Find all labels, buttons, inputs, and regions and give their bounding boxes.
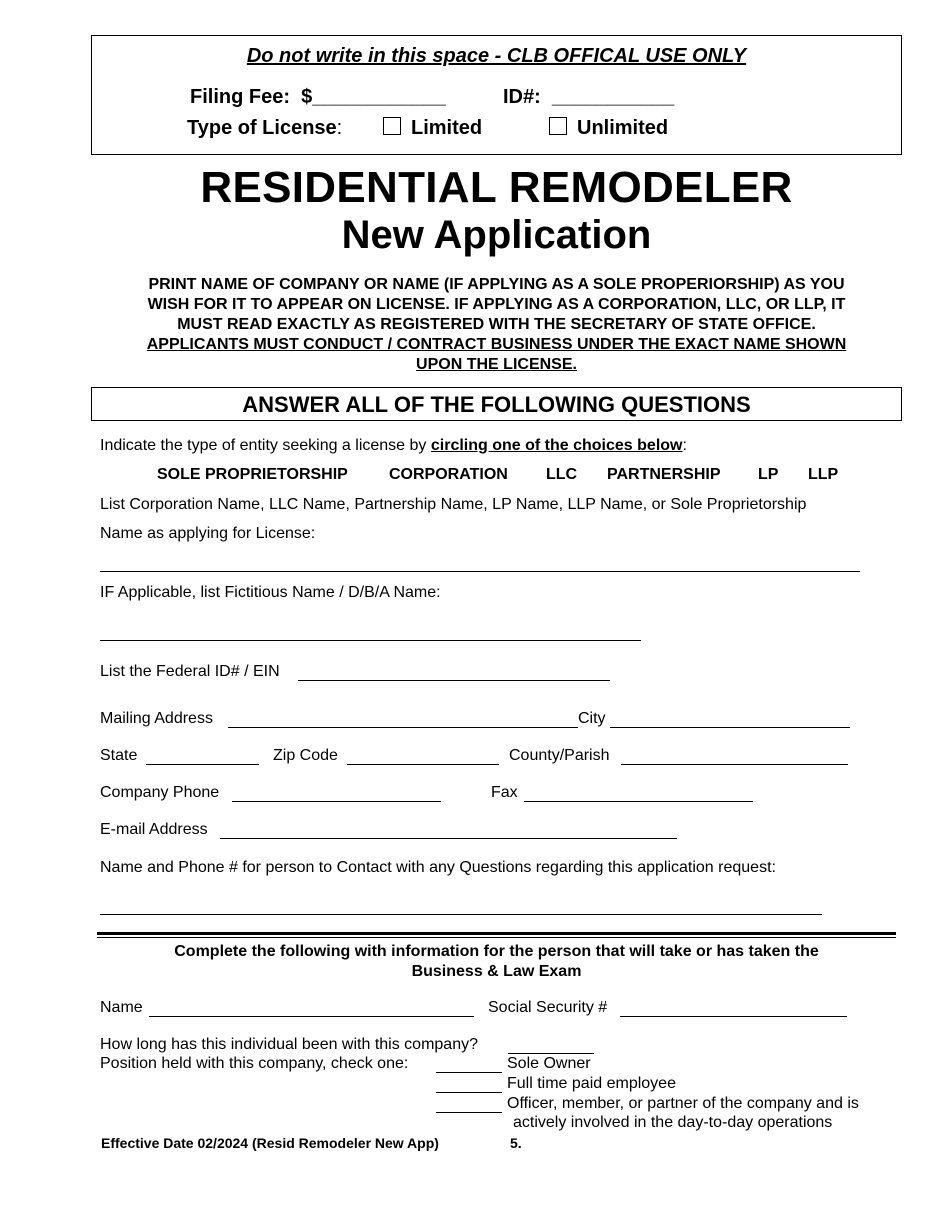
dba-line[interactable]: [100, 640, 641, 641]
instructions-line: MUST READ EXACTLY AS REGISTERED WITH THE SECRETARY OF STATE OFFICE.: [177, 316, 816, 333]
entity-choice-lp[interactable]: LP: [758, 466, 779, 483]
position-officer-line[interactable]: [436, 1112, 502, 1113]
email-line[interactable]: [220, 838, 677, 839]
entity-choice-llc[interactable]: LLC: [546, 466, 578, 483]
id-field[interactable]: [503, 86, 674, 109]
ssn-label: Social Security #: [488, 999, 608, 1016]
section-heading: ANSWER ALL OF THE FOLLOWING QUESTIONS: [91, 387, 902, 421]
city-line[interactable]: [610, 727, 850, 728]
page-subtitle: New Application: [341, 213, 652, 257]
tenure-line[interactable]: [508, 1053, 594, 1054]
position-employee-line[interactable]: [436, 1092, 502, 1093]
entity-prompt-emphasis: circling one of the choices below: [430, 437, 683, 454]
city-label: City: [578, 710, 606, 727]
position-sole-owner: Sole Owner: [507, 1055, 591, 1072]
tenure-label: How long has this individual been with this company?: [100, 1036, 478, 1053]
filing-fee-field[interactable]: [190, 86, 446, 109]
exam-heading-line: Complete the following with information for the person that will take or has taken the: [174, 943, 819, 960]
instructions-line: WISH FOR IT TO APPEAR ON LICENSE. IF APPLYING AS A CORPORATION, LLC, OR LLP, IT: [147, 296, 846, 313]
filing-fee-label: Filing Fee: $____________: [190, 86, 446, 108]
unlimited-checkbox[interactable]: [549, 117, 567, 135]
state-label: State: [100, 747, 138, 764]
ein-line[interactable]: [298, 680, 610, 681]
entity-prompt: [100, 437, 687, 455]
county-line[interactable]: [621, 764, 848, 765]
unlimited-label: Unlimited: [577, 117, 669, 139]
company-name-line[interactable]: [100, 571, 860, 572]
ein-label: List the Federal ID# / EIN: [100, 663, 280, 680]
company-name-label-2: Name as applying for License:: [100, 525, 316, 542]
exam-heading-line: Business & Law Exam: [411, 963, 582, 980]
county-label: County/Parish: [509, 747, 610, 764]
footer-effective-date: Effective Date 02/2024 (Resid Remodeler New App): [101, 1135, 439, 1151]
position-employee: Full time paid employee: [507, 1075, 676, 1092]
limited-label: Limited: [411, 117, 483, 139]
exam-section-heading: [100, 942, 893, 982]
limited-option[interactable]: [383, 117, 482, 140]
fax-label: Fax: [491, 784, 518, 801]
position-officer: Officer, member, or partner of the company and is: [507, 1095, 859, 1112]
entity-choice-corporation[interactable]: CORPORATION: [389, 466, 508, 483]
section-divider-thin: [97, 937, 896, 938]
license-type-row: [187, 117, 342, 140]
fax-line[interactable]: [524, 801, 753, 802]
entity-choice-sole-proprietorship[interactable]: SOLE PROPRIETORSHIP: [157, 466, 348, 483]
company-phone-label: Company Phone: [100, 784, 220, 801]
page-number: 5.: [510, 1135, 522, 1151]
entity-choice-partnership[interactable]: PARTNERSHIP: [607, 466, 721, 483]
dba-label: IF Applicable, list Fictitious Name / D/B/A Name:: [100, 584, 441, 601]
email-label: E-mail Address: [100, 821, 208, 838]
contact-line[interactable]: [100, 914, 822, 915]
mailing-address-label: Mailing Address: [100, 710, 213, 727]
instructions: [100, 275, 893, 375]
contact-label: Name and Phone # for person to Contact with any Questions regarding this application request:: [100, 859, 776, 876]
mailing-address-line[interactable]: [228, 727, 578, 728]
entity-prompt-start: Indicate the type of entity seeking a license by: [100, 437, 431, 454]
instructions-line: PRINT NAME OF COMPANY OR NAME (IF APPLYING AS A SOLE PROPERIORSHIP) AS YOU: [148, 276, 845, 293]
zip-line[interactable]: [347, 764, 499, 765]
entity-prompt-end: :: [682, 437, 687, 454]
entity-choice-llp[interactable]: LLP: [808, 466, 839, 483]
limited-checkbox[interactable]: [383, 117, 401, 135]
official-use-header: Do not write in this space - CLB OFFICAL USE ONLY: [246, 45, 747, 67]
state-line[interactable]: [146, 764, 259, 765]
instructions-warning-line: APPLICANTS MUST CONDUCT / CONTRACT BUSINESS UNDER THE EXACT NAME SHOWN: [146, 336, 847, 353]
position-label: Position held with this company, check one:: [100, 1055, 409, 1072]
page-title: RESIDENTIAL REMODELER: [200, 163, 793, 212]
ssn-line[interactable]: [620, 1016, 847, 1017]
company-phone-line[interactable]: [232, 801, 441, 802]
exam-name-label: Name: [100, 999, 143, 1016]
id-label: ID#: ___________: [503, 86, 675, 108]
position-sole-owner-line[interactable]: [436, 1072, 502, 1073]
section-divider: [97, 932, 896, 935]
license-type-colon: :: [336, 117, 343, 139]
instructions-warning-line: UPON THE LICENSE.: [416, 356, 577, 373]
position-officer-continued: actively involved in the day-to-day operations: [513, 1114, 833, 1131]
license-type-label: Type of License: [187, 117, 337, 139]
company-name-label: List Corporation Name, LLC Name, Partnership Name, LP Name, LLP Name, or Sole Proprietorship: [100, 496, 807, 513]
exam-name-line[interactable]: [149, 1016, 474, 1017]
unlimited-option[interactable]: [549, 117, 668, 140]
zip-label: Zip Code: [273, 747, 338, 764]
